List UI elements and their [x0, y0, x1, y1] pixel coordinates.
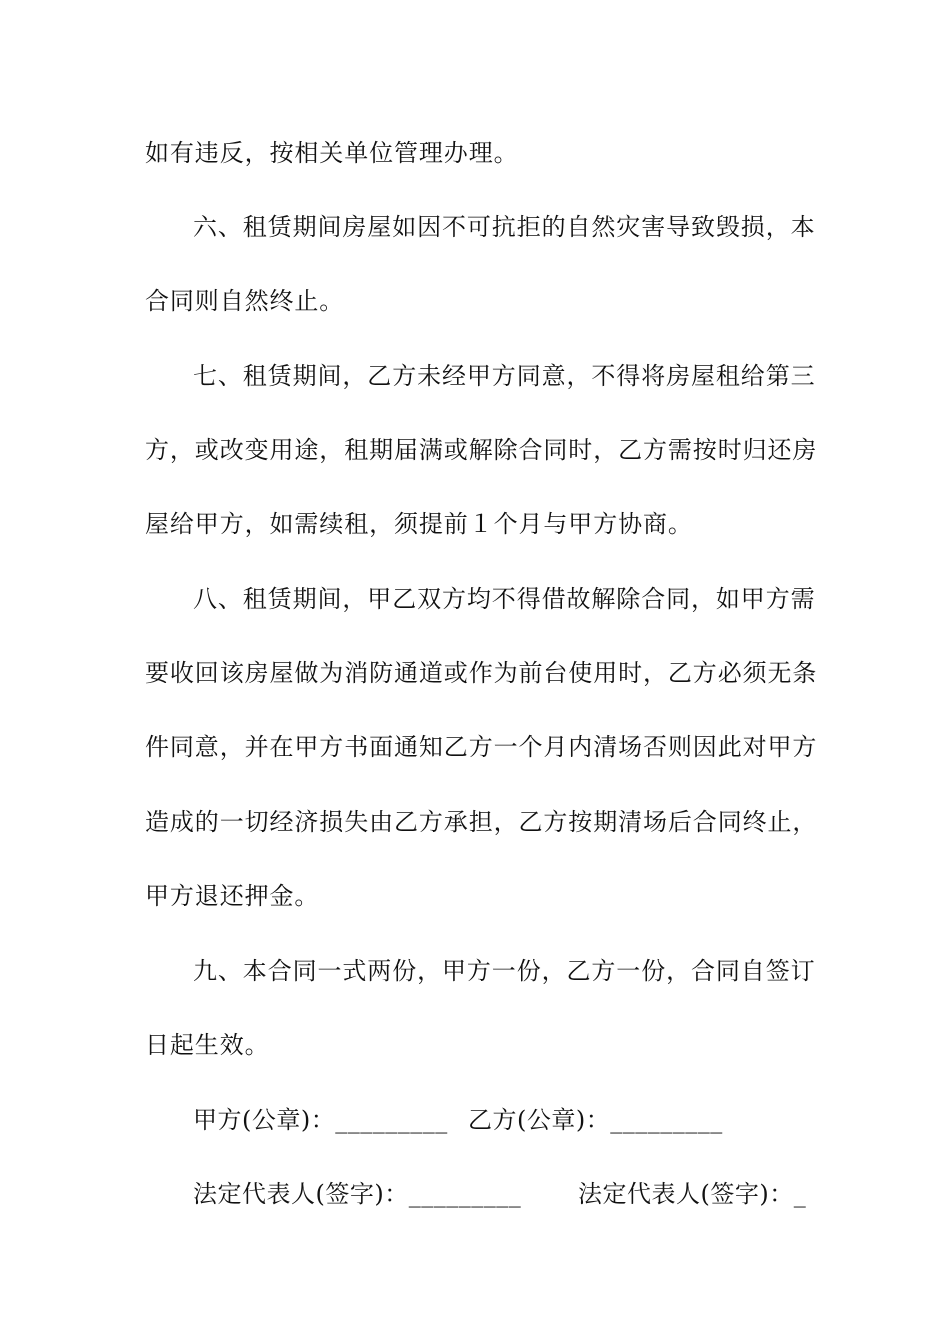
text-line: 件同意，并在甲方书面通知乙方一个月内清场否则因此对甲方	[145, 733, 818, 761]
party-a-representative-field: 法定代表人(签字)：_________	[193, 1180, 522, 1208]
text-line: 如有违反，按相关单位管理办理。	[145, 139, 519, 167]
text-line: 七、租赁期间，乙方未经甲方同意，不得将房屋租给第三	[193, 362, 816, 390]
text-line: 甲方退还押金。	[145, 882, 320, 910]
text-line: 八、租赁期间，甲乙双方均不得借故解除合同，如甲方需	[193, 585, 816, 613]
text-line: 造成的一切经济损失由乙方承担，乙方按期清场后合同终止，	[145, 808, 818, 836]
text-line: 日起生效。	[145, 1031, 270, 1059]
text-line: 方，或改变用途，租期届满或解除合同时，乙方需按时归还房	[145, 436, 818, 464]
party-a-seal-field: 甲方(公章)：_________	[193, 1106, 448, 1134]
text-line: 合同则自然终止。	[145, 287, 345, 315]
text-line: 九、本合同一式两份，甲方一份，乙方一份，合同自签订	[193, 957, 816, 985]
text-line: 六、租赁期间房屋如因不可抗拒的自然灾害导致毁损，本	[193, 213, 816, 241]
party-b-representative-field: 法定代表人(签字)：_	[578, 1180, 807, 1208]
text-line: 要收回该房屋做为消防通道或作为前台使用时，乙方必须无条	[145, 659, 818, 687]
party-b-seal-field: 乙方(公章)：_________	[468, 1106, 723, 1134]
text-line: 屋给甲方，如需续租，须提前１个月与甲方协商。	[145, 510, 693, 538]
